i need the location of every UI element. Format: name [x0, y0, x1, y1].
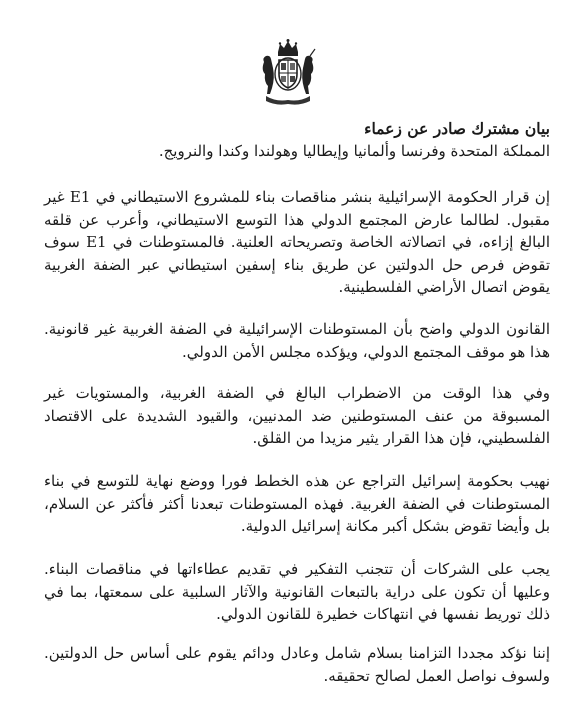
paragraph-international-law: القانون الدولي واضح بأن المستوطنات الإسرائيلية في الضفة الغربية غير قانونية. هذا هو موقف المجتمع الدولي، ويؤكده مجلس الأمن الدولي.: [44, 320, 550, 361]
statement-title: بيان مشترك صادر عن زعماء: [364, 119, 550, 138]
paragraph-west-bank-turmoil: وفي هذا الوقت من الاضطراب البالغ في الضفة الغربية، والمستويات غير المسبوقة من عنف المستوطنين ضد المدنيين، والقيود الشديدة على الاقتصاد الفلسطيني، فإن هذا القرار يثير مزيدا من القلق.: [44, 384, 550, 447]
statement-heading: [44, 118, 550, 163]
paragraph-call-to-reverse: نهيب بحكومة إسرائيل التراجع عن هذه الخطط فورا ووضع نهاية للتوسع في بناء المستوطنات في الضفة الغربية. فهذه المستوطنات تبعدنا أكثر فأكثر عن السلام، بل وأيضا تقوض بشكل أكبر مكانة إسرائيل الدولية.: [44, 472, 550, 535]
statement-signatories: المملكة المتحدة وفرنسا وألمانيا وإيطاليا وهولندا وكندا والنرويج.: [158, 142, 550, 160]
paragraph-commitment-peace: إننا نؤكد مجددا التزامنا بسلام شامل وعادل ودائم يقوم على أساس حل الدولتين. ولسوف نواصل العمل لصالح تحقيقه.: [44, 644, 550, 685]
royal-coat-of-arms-icon: [258, 38, 318, 108]
paragraph-companies-warning: يجب على الشركات أن تتجنب التفكير في تقديم عطاءاتها في مناقصات البناء. وعليها أن تكون على دراية بالتبعات القانونية والآثار السلبية على سمعتها، بما في ذلك توريط نفسها في انتهاكات خطيرة للقانون الدولي.: [44, 560, 550, 623]
paragraph-e1-tenders: إن قرار الحكومة الإسرائيلية بنشر مناقصات بناء للمشروع الاستيطاني في E1 غير مقبول. لطالما عارض المجتمع الدولي هذا التوسع الاستيطاني، وأعرب عن قلقه البالغ إزاءه، في اتصالاته الخاصة وتصريحاته العلنية. فالمستوطنات في E1 سوف تقوض فرص حل الدولتين عن طريق بناء إسفين استيطاني عبر الضفة الغربية يقوض اتصال الأراضي الفلسطينية.: [44, 188, 551, 296]
